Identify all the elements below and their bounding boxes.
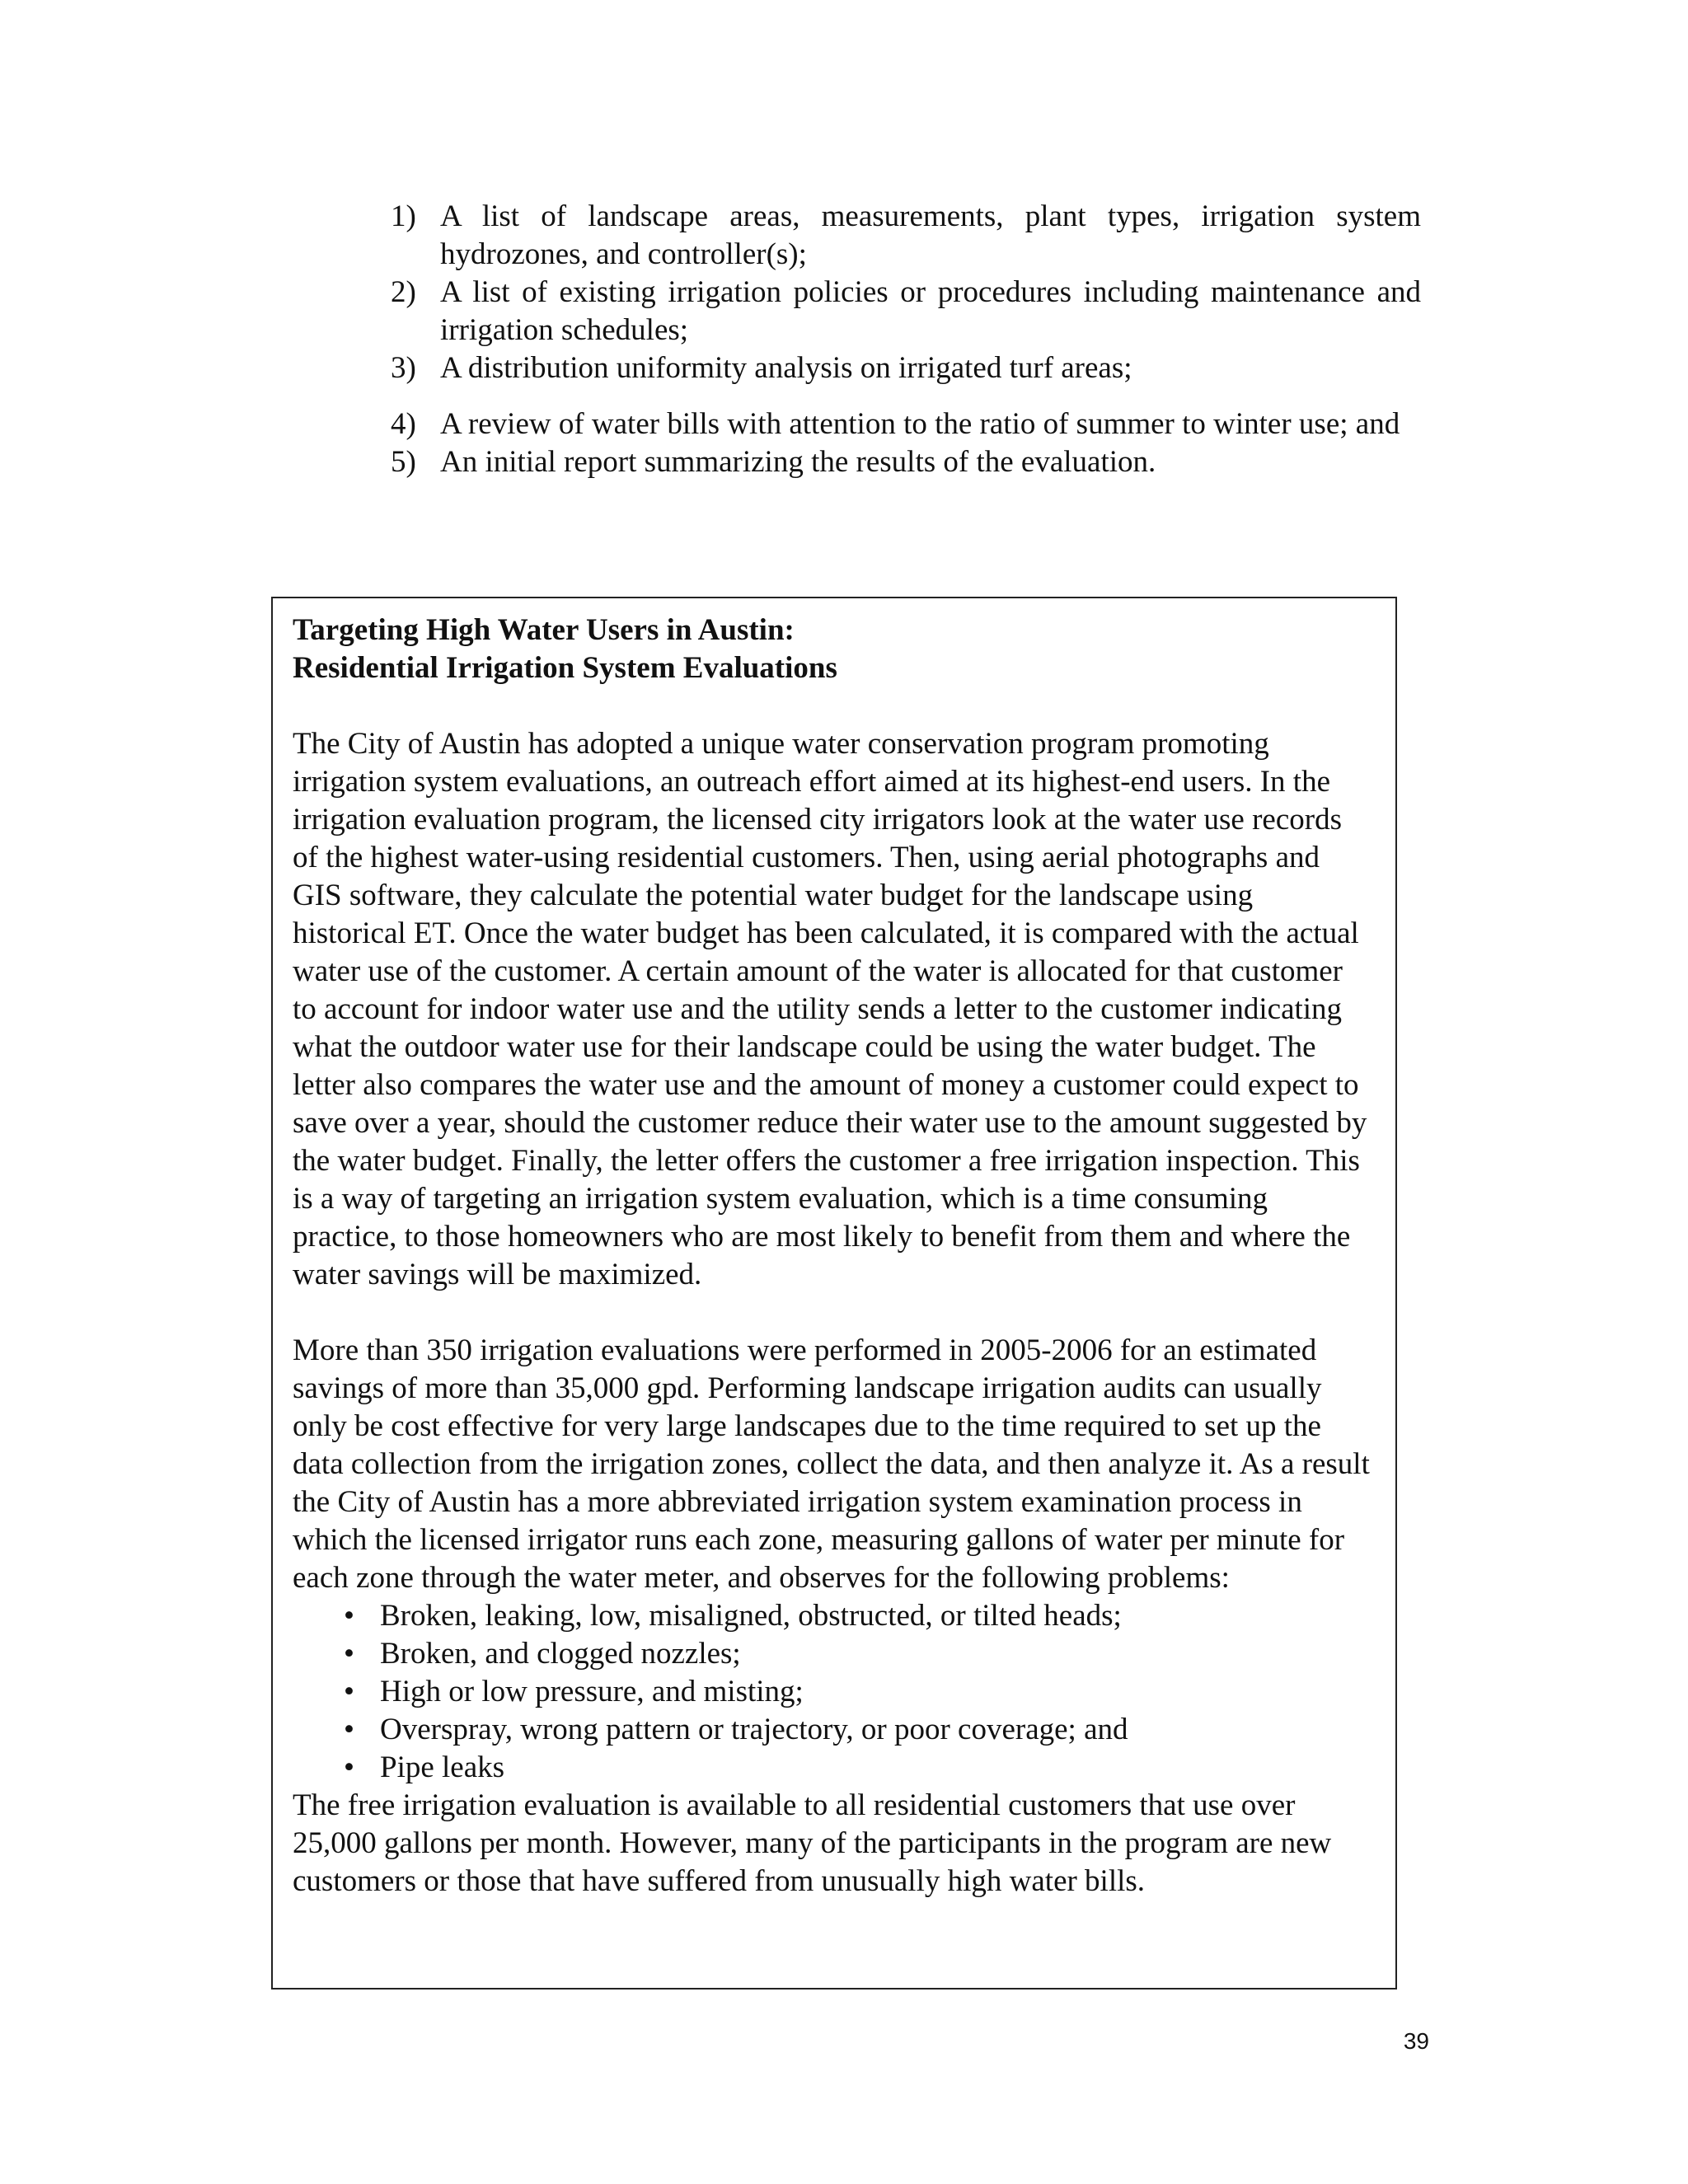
box-title-line1: Targeting High Water Users in Austin: [293,613,795,647]
box-paragraph-3: The free irrigation evaluation is available to all residential customers that use over 25,000 gallons per month. However, many of the participants in the program are new customers or those that have suffered from unusually high water bills. [293,1788,1332,1898]
box-paragraph-1: The City of Austin has adopted a unique water conservation program promoting irrigation system evaluations, an outreach effort aimed at its highest-end users. In the irrigation evaluation program, the licensed city irrigators look at the water use records of the highest water-using residential customers. Then, using aerial photographs and GIS software, they calculate the potential water budget for the landscape using historical ET. Once the water budget has been calculated, it is compared with the actual water use of the customer. A certain amount of the water is allocated for that customer to account for indoor water use and the utility sends a letter to the customer indicating what the outdoor water use for their landscape could be using the water budget. The letter also compares the water use and the amount of money a customer could expect to save over a year, should the customer reduce their water use to the amount suggested by the water budget. Finally, the letter offers the customer a free irrigation inspection. This is a way of targeting an irrigation system evaluation, which is a time consuming practice, to those homeowners who are most likely to benefit from them and where the water savings will be maximized. [293,727,1367,1291]
list-item [391,274,1421,349]
list-number: 4) [391,407,416,441]
list-text: An initial report summarizing the results of the evaluation. [440,445,1156,479]
bullet-text: Overspray, wrong pattern or trajectory, or poor coverage; and [380,1713,1128,1746]
bullet-icon: • [344,1675,354,1708]
bullet-item [293,1673,1374,1711]
problem-bullet-list [293,1597,1374,1787]
list-item [391,349,1421,387]
list-item [391,198,1421,274]
box-title-line2: Residential Irrigation System Evaluations [293,651,837,685]
bullet-text: Broken, leaking, low, misaligned, obstructed, or tilted heads; [380,1599,1122,1633]
bullet-icon: • [344,1637,354,1671]
box-paragraph-2: More than 350 irrigation evaluations were performed in 2005-2006 for an estimated savings of more than 35,000 gpd. Performing landscape irrigation audits can usually only be cost effective for very large landscapes due to the time required to set up the data collection from the irrigation zones, collect the data, and then analyze it. As a result the City of Austin has a more abbreviated irrigation system examination process in which the licensed irrigator runs each zone, measuring gallons of water per minute for each zone through the water meter, and observes for the following problems: [293,1333,1370,1595]
bullet-icon: • [344,1599,354,1633]
bullet-text: Pipe leaks [380,1750,505,1784]
bullet-item [293,1711,1374,1749]
bullet-item [293,1749,1374,1787]
list-text: A distribution uniformity analysis on irrigated turf areas; [440,351,1132,385]
list-number: 5) [391,445,416,479]
numbered-list [391,198,1421,481]
list-text: A list of landscape areas, measurements, plant types, irrigation system hydrozones, and controller(s); [440,199,1421,271]
list-text: A review of water bills with attention to the ratio of summer to winter use; and [440,407,1400,441]
list-text: A list of existing irrigation policies or procedures including maintenance and irrigation schedules; [440,275,1421,347]
page-number: 39 [1403,2028,1429,2054]
list-item [391,443,1421,481]
bullet-text: High or low pressure, and misting; [380,1675,804,1708]
case-study-box [271,597,1397,1990]
bullet-item [293,1597,1374,1635]
list-item [391,405,1421,443]
list-number: 3) [391,351,416,385]
bullet-icon: • [344,1713,354,1746]
bullet-icon: • [344,1750,354,1784]
bullet-item [293,1635,1374,1673]
list-number: 1) [391,199,416,233]
list-number: 2) [391,275,416,309]
bullet-text: Broken, and clogged nozzles; [380,1637,741,1671]
